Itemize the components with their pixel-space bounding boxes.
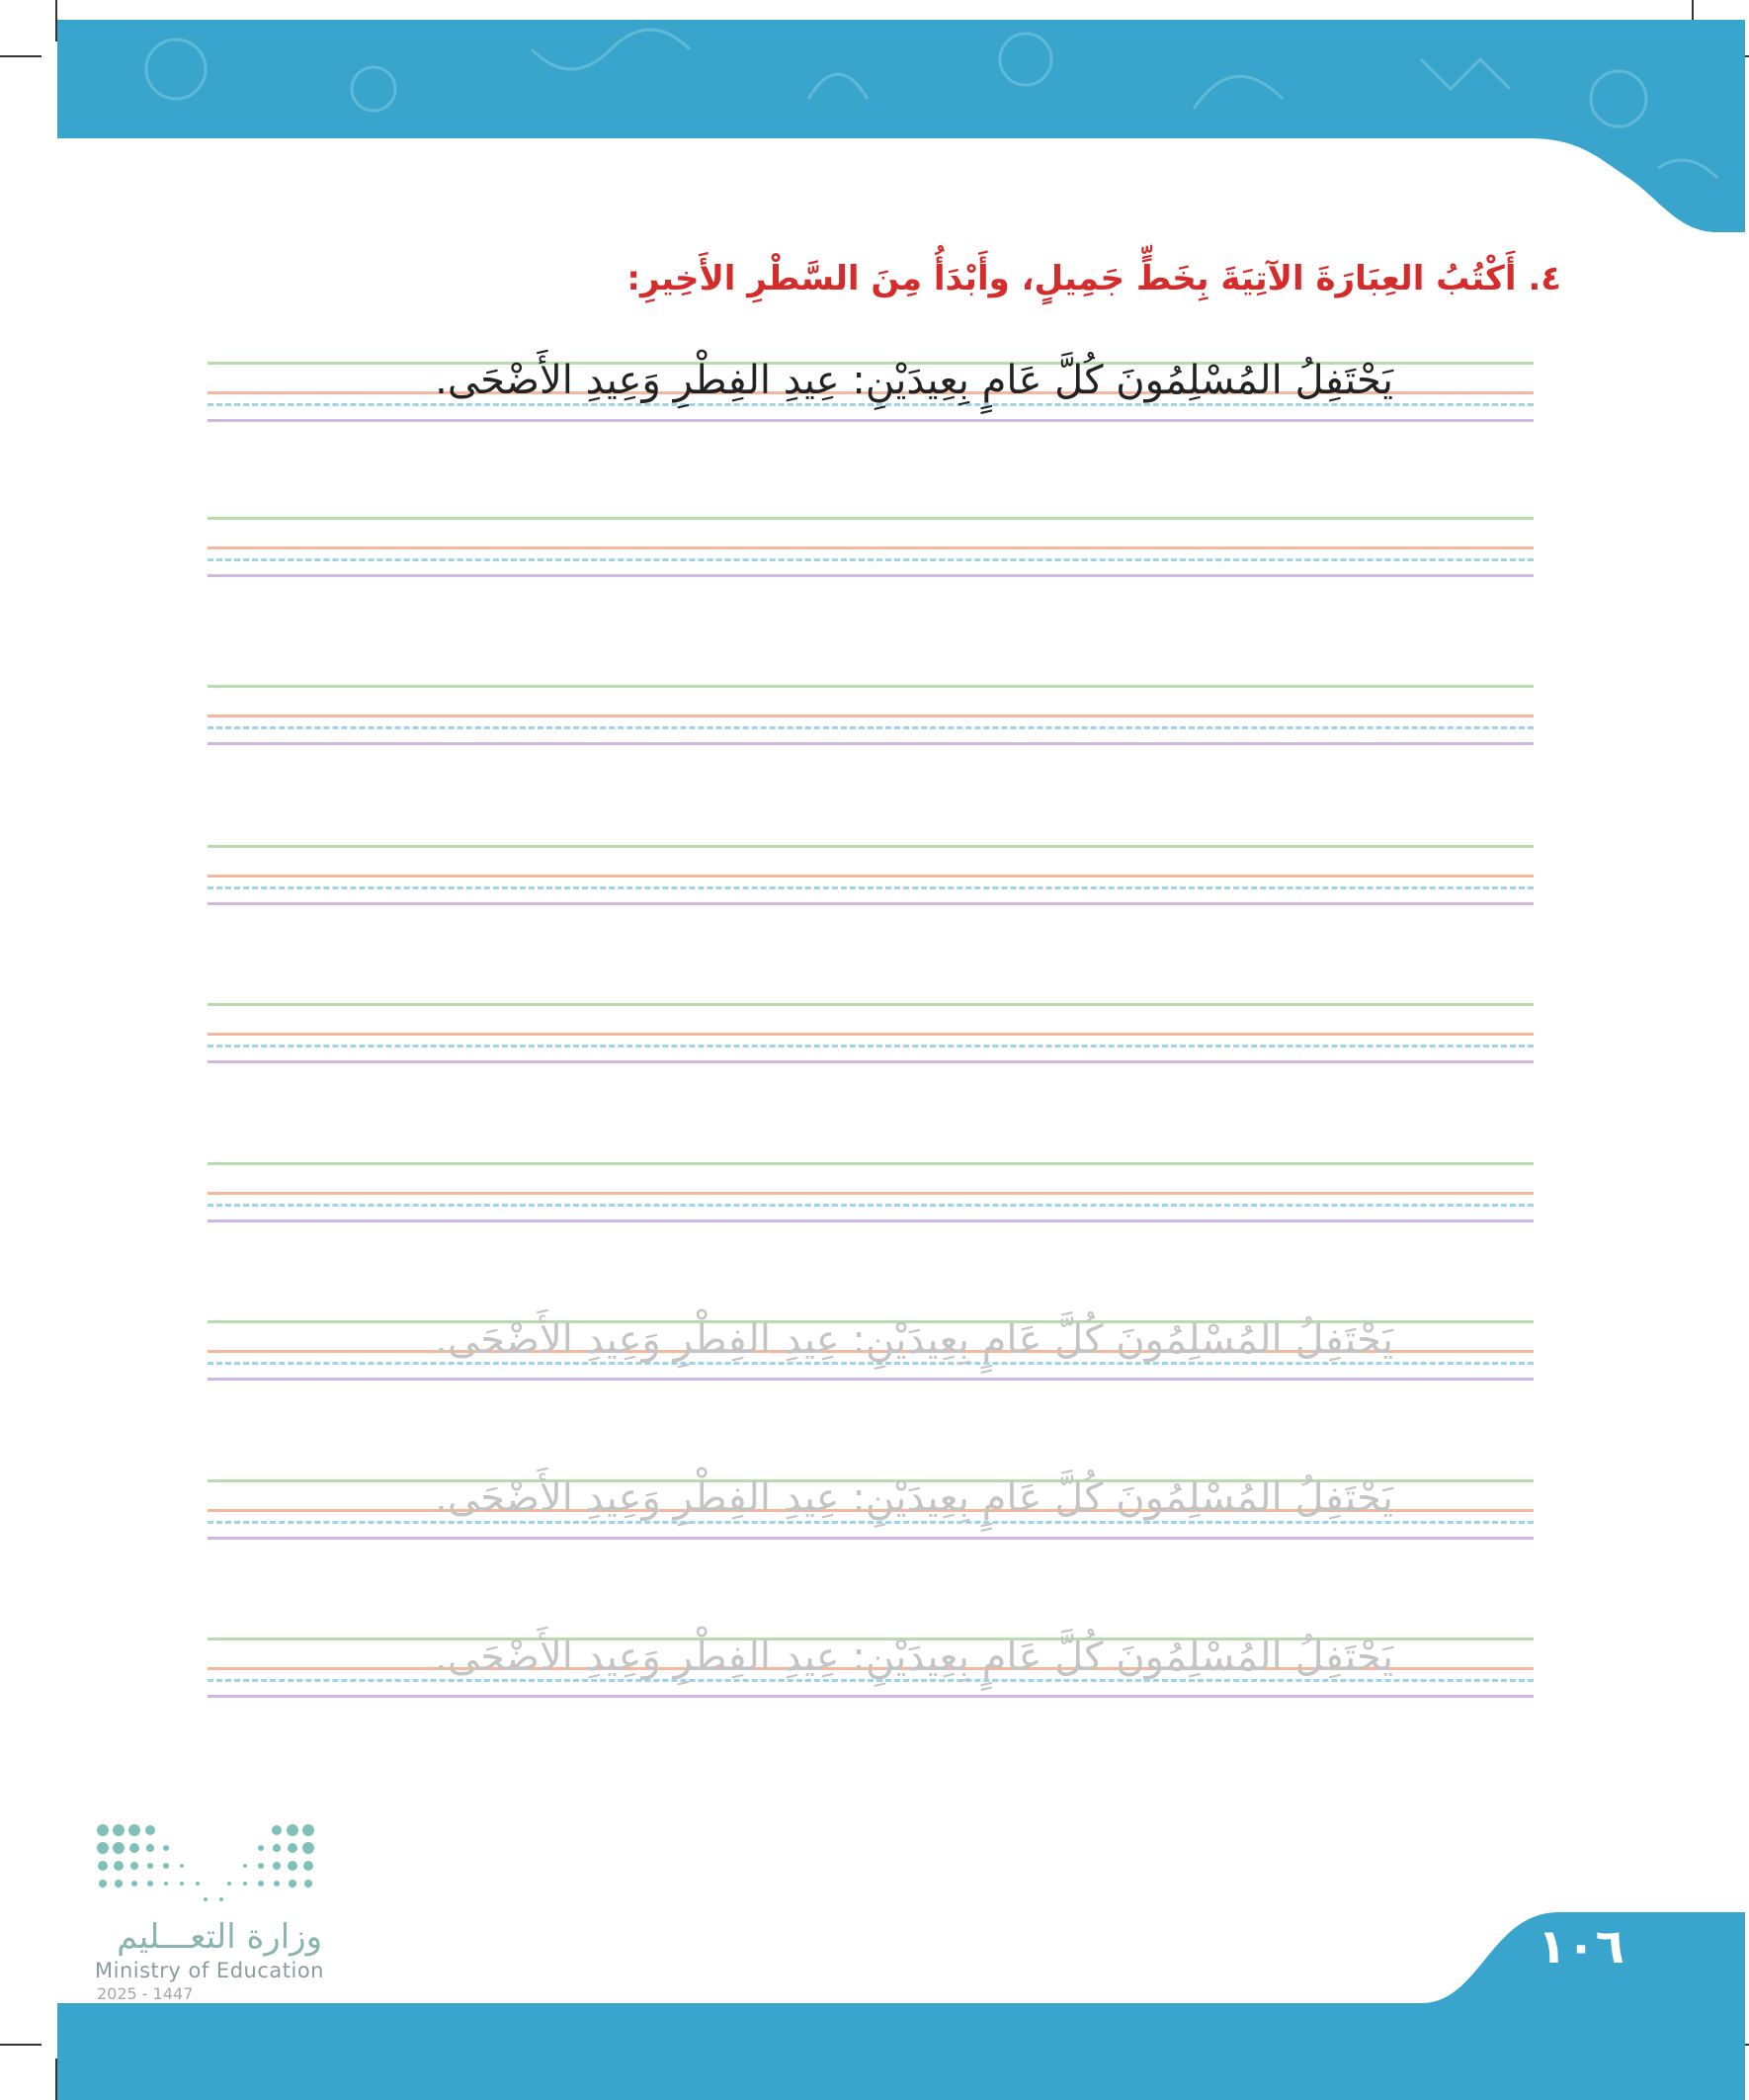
guide-line-dashed <box>208 726 1534 729</box>
guide-line-dashed <box>208 1521 1534 1524</box>
guide-line-middle <box>208 1192 1534 1195</box>
header-band <box>57 20 1745 232</box>
guide-line-top <box>208 845 1534 848</box>
ministry-dots-logo-icon <box>95 1818 332 1907</box>
guide-line-middle <box>208 1033 1534 1036</box>
guide-line-base <box>208 1219 1534 1222</box>
header-band-shape <box>57 20 1745 232</box>
exercise-instruction: ٤. أَكْتُبُ العِبَارَةَ الآتِيَةَ بِخَطٍّ جَمِيلٍ، وأَبْدَأُ مِنَ السَّطْرِ الأَخِيرِ: <box>626 259 1561 298</box>
guide-line-dashed <box>208 886 1534 889</box>
guide-line-dashed <box>208 1204 1534 1207</box>
guide-line-base <box>208 1378 1534 1381</box>
writing-line-set[interactable] <box>208 1003 1534 1064</box>
footer-band-shape <box>57 1912 1745 2100</box>
logo-dots <box>97 1824 314 1901</box>
guide-line-base <box>208 742 1534 745</box>
ministry-name-arabic: وزارة التعـــليم <box>117 1917 322 1957</box>
guide-line-base <box>208 902 1534 905</box>
guide-line-top <box>208 517 1534 520</box>
ministry-name-english: Ministry of Education <box>95 1959 324 1982</box>
trace-sentence: يَحْتَفِلُ المُسْلِمُونَ كُلَّ عَامٍ بِعِيدَيْنِ: عِيدِ الفِطْرِ وَعِيدِ الأَضْحَى. <box>435 1317 1393 1363</box>
writing-line-set[interactable] <box>208 517 1534 578</box>
model-sentence: يَحْتَفِلُ المُسْلِمُونَ كُلَّ عَامٍ بِعِيدَيْنِ: عِيدِ الفِطْرِ وَعِيدِ الأَضْحَى. <box>435 358 1393 403</box>
guide-line-base <box>208 1060 1534 1063</box>
crop-mark <box>0 55 42 57</box>
guide-line-base <box>208 574 1534 577</box>
guide-line-base <box>208 1537 1534 1540</box>
guide-line-dashed <box>208 558 1534 561</box>
edition-year: 2025 - 1447 <box>97 1984 194 2003</box>
guide-line-dashed <box>208 403 1534 406</box>
guide-line-middle <box>208 546 1534 549</box>
trace-sentence: يَحْتَفِلُ المُسْلِمُونَ كُلَّ عَامٍ بِعِيدَيْنِ: عِيدِ الفِطْرِ وَعِيدِ الأَضْحَى. <box>435 1635 1393 1680</box>
guide-line-middle <box>208 714 1534 717</box>
guide-line-top <box>208 685 1534 688</box>
guide-line-top <box>208 1003 1534 1006</box>
guide-line-base <box>208 419 1534 422</box>
writing-line-set[interactable] <box>208 1162 1534 1223</box>
guide-line-middle <box>208 875 1534 878</box>
writing-line-set[interactable] <box>208 685 1534 746</box>
page-number: ١٠٦ <box>1538 1919 1624 1974</box>
footer-band <box>57 1912 1745 2100</box>
guide-line-top <box>208 1162 1534 1165</box>
guide-line-base <box>208 1695 1534 1698</box>
writing-line-set[interactable] <box>208 845 1534 906</box>
trace-sentence: يَحْتَفِلُ المُسْلِمُونَ كُلَّ عَامٍ بِعِيدَيْنِ: عِيدِ الفِطْرِ وَعِيدِ الأَضْحَى. <box>435 1475 1393 1521</box>
crop-mark <box>0 2044 42 2046</box>
guide-line-dashed <box>208 1045 1534 1048</box>
